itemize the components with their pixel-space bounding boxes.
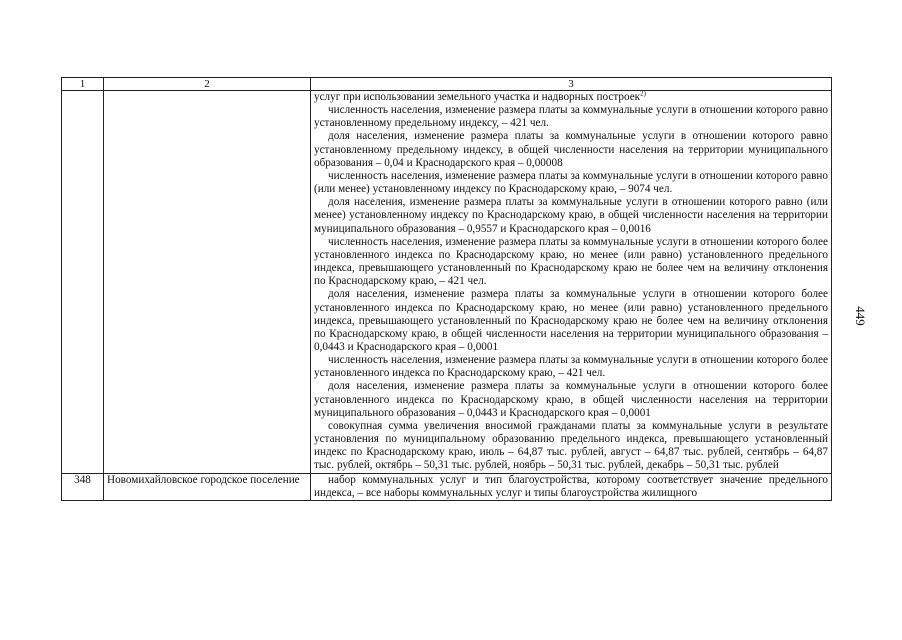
indicators-cell	[311, 473, 832, 500]
row-number-cell	[62, 91, 104, 474]
indicator-paragraph: численность населения, изменение размера платы за коммунальные услуги в отношении которого более установленного индекса по Краснодарскому краю, – 421 чел.	[314, 354, 828, 380]
indicator-paragraph: совокупная сумма увеличения вносимой гражданами платы за коммунальные услуги в результате установления по муниципальному образованию предельного индекса, превышающего установленный индекс по Краснодарскому краю, июль – 64,87 тыс. рублей, август – 64,87 тыс. рублей, сентябрь – 64,87 тыс. рублей, октябрь – 50,31 тыс. рублей, ноябрь – 50,31 тыс. рублей, декабрь – 50,31 тыс. рублей	[314, 419, 828, 472]
indicator-paragraph: численность населения, изменение размера платы за коммунальные услуги в отношении которого более установленного индекса по Краснодарскому краю, но менее (или равно) установленного предельного индекса, превышающего установленный по Краснодарскому краю не более чем на величину отклонения по Краснодарскому краю, – 421 чел.	[314, 235, 828, 288]
table-header-row	[62, 78, 832, 91]
indicator-paragraph: набор коммунальных услуг и тип благоустройства, которому соответствует значение предельного индекса, – все наборы коммунальных услуг и типы благоустройства жилищного	[314, 473, 828, 499]
indicator-paragraph: доля населения, изменение размера платы за коммунальные услуги в отношении которого равно установленному предельному индексу, в общей численности населения на территории муниципального образования – 0,04 и Краснодарского края – 0,00008	[314, 130, 828, 169]
municipal-index-table	[61, 77, 832, 501]
header-col-1: 1	[62, 78, 104, 91]
table-row	[62, 91, 832, 474]
continued-line: услуг при использовании земельного участка и надворных построек$^{2)}$	[314, 89, 646, 103]
indicator-paragraph: доля населения, изменение размера платы за коммунальные услуги в отношении которого более установленного индекса по Краснодарскому краю, в общей численности населения на территории муниципального образования – 0,0443 и Краснодарского края – 0,0001	[314, 380, 828, 419]
footnote-mark: 2)	[640, 89, 646, 98]
table-row	[62, 473, 832, 500]
municipality-cell	[104, 91, 311, 474]
row-number-cell: 348	[62, 473, 104, 500]
indicators-cell	[311, 91, 832, 474]
indicator-paragraph: численность населения, изменение размера платы за коммунальные услуги в отношении которого равно (или менее) установленному индексу по Краснодарскому краю, – 9074 чел.	[314, 169, 828, 196]
indicator-paragraph: доля населения, изменение размера платы за коммунальные услуги в отношении которого равно (или менее) установленному индексу по Краснодарскому краю, в общей численности населения на территории муниципального образования – 0,9557 и Краснодарского края – 0,0016	[314, 196, 828, 235]
municipality-cell: Новомихайловское городское поселение	[104, 473, 311, 500]
indicator-paragraph: доля населения, изменение размера платы за коммунальные услуги в отношении которого более установленного индекса по Краснодарскому краю, но менее (или равно) установленного предельного индекса, превышающего установленный по Краснодарскому краю не более чем на величину отклонения по Краснодарскому краю, в общей численности населения на территории муниципального образования – 0,0443 и Краснодарского края – 0,0001	[314, 288, 828, 353]
indicator-paragraph: численность населения, изменение размера платы за коммунальные услуги в отношении которого равно установленному предельному индексу, – 421 чел.	[314, 104, 828, 130]
header-col-2: 2	[104, 78, 311, 91]
page-number: 449	[853, 306, 868, 326]
header-col-3: 3	[311, 78, 832, 91]
